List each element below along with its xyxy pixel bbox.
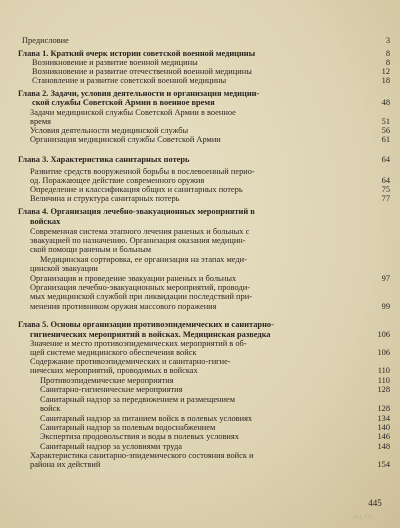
toc-entry-page: 8	[385, 58, 390, 67]
toc-entry-title: ской помощи раненым и больным	[30, 245, 152, 254]
toc-entry-title: Организация медицинской службы Советской Армии	[30, 135, 221, 144]
toc-entry-title: Глава 1. Краткий очерк истории советской военной медицины	[18, 49, 256, 58]
toc-entry	[0, 404, 400, 414]
toc-entry-title: Глава 5. Основы организации противоэпидемических и санитарно-	[18, 320, 274, 329]
toc-entry-title: Санитарный надзор за передвижением и размещением	[40, 395, 236, 404]
toc-entry-page: 148	[377, 442, 390, 451]
toc-entry-title: щей системе медицинского обеспечения войск	[30, 348, 197, 357]
toc-entry-title: менения противником оружия массового поражения	[30, 302, 217, 311]
toc-entry-page: 110	[377, 376, 390, 385]
toc-entry-title: района их действий	[30, 460, 101, 469]
toc-entry-title: Глава 2. Задачи, условия деятельности и организация медицин-	[18, 89, 260, 98]
toc-entry	[0, 302, 400, 312]
toc-entry-title: од. Поражающее действие современного оружия	[30, 176, 205, 185]
toc-entry-page: 99	[381, 302, 390, 311]
watermark: au.ru	[352, 512, 373, 521]
toc-entry-title: гигиенических мероприятий в войсках. Медицинская разведка	[30, 330, 271, 339]
toc-entry-title: Организация лечебно-эвакуационных мероприятий, проводи-	[30, 283, 250, 292]
toc-entry	[0, 320, 400, 330]
toc-entry-title: цинской эвакуации	[30, 264, 98, 273]
toc-entry-title: Современная система этапного лечения раненых и больных с	[30, 227, 250, 236]
toc-entry-page: 146	[377, 432, 390, 441]
toc-entry-title: ской службы Советской Армии в военное время	[32, 98, 215, 107]
toc-entry	[0, 217, 400, 227]
toc-entry-page: 64	[381, 176, 390, 185]
toc-entry-title: мых медицинской службой при ликвидации последствий при-	[30, 292, 253, 301]
toc-entry-title: Санитарный надзор за полевым водоснабжением	[40, 423, 216, 432]
toc-entry-title: эвакуацией по назначению. Организация оказания медицин-	[30, 236, 246, 245]
toc-entry-page: 51	[381, 117, 390, 126]
toc-entry	[0, 207, 400, 217]
toc-entry	[0, 292, 400, 302]
toc-entry-title: Санитарный надзор за питанием войск в полевых условиях	[40, 414, 253, 423]
toc-entry-title: Значение и место противоэпидемических мероприятий в об-	[30, 339, 247, 348]
toc-entry-page: 75	[381, 185, 390, 194]
toc-entry-page: 97	[381, 274, 390, 283]
toc-entry-title: Предисловие	[22, 36, 69, 45]
page-number: 445	[368, 498, 382, 508]
toc-entry-page: 3	[385, 36, 390, 45]
toc-entry-title: Экспертиза продовольствия и воды в полевых условиях	[40, 432, 239, 441]
toc-entry	[0, 98, 400, 108]
toc-entry-title: Санитарно-гигиенические мероприятия	[40, 385, 183, 394]
toc-entry-page: 140	[377, 423, 390, 432]
toc-entry	[0, 264, 400, 274]
toc-entry-title: Определение и классификация общих и санитарных потерь	[30, 185, 243, 194]
toc-entry	[0, 135, 400, 145]
toc-entry	[0, 460, 400, 470]
toc-entry	[0, 245, 400, 255]
toc-entry	[0, 76, 400, 86]
toc-entry-page: 106	[377, 330, 390, 339]
toc-entry	[0, 194, 400, 204]
toc-entry-page: 128	[377, 404, 390, 413]
toc-entry-page: 61	[381, 135, 390, 144]
toc-entry-title: Содержание противоэпидемических и санитарно-гигие-	[30, 357, 231, 366]
toc-entry-page: 48	[381, 98, 390, 107]
toc-entry-title: Возникновение и развитие отечественной военной медицины	[32, 67, 252, 76]
toc-entry-title: Возникновение и развитие военной медицины	[32, 58, 198, 67]
toc-entry	[0, 155, 400, 165]
toc-entry-title: Санитарный надзор за условиями труда	[40, 442, 182, 451]
toc-entry-title: Развитие средств вооруженной борьбы в послевоенный перио-	[30, 167, 255, 176]
toc-entry-page: 64	[381, 155, 390, 164]
toc-entry-title: войск	[40, 404, 61, 413]
toc-entry-title: Становление и развитие советской военной медицины	[32, 76, 227, 85]
toc-entry-title: Величина и структура санитарных потерь	[30, 194, 180, 203]
toc-entry-title: время	[30, 117, 52, 126]
toc-entry-page: 18	[381, 76, 390, 85]
toc-entry-title: Противоэпидемические мероприятия	[40, 376, 174, 385]
toc-entry	[0, 36, 400, 46]
toc-entry-page: 154	[377, 460, 390, 469]
toc-entry-page: 12	[381, 67, 390, 76]
toc-entry-title: войсках	[30, 217, 61, 226]
toc-entry-page: 110	[377, 366, 390, 375]
toc-entry-page: 56	[381, 126, 390, 135]
toc-entry-title: Условия деятельности медицинской службы	[30, 126, 189, 135]
toc-entry-title: Медицинская сортировка, ее организация на этапах меди-	[40, 255, 247, 264]
toc-entry-title: Задачи медицинской службы Советской Армии в военное	[30, 108, 236, 117]
toc-entry	[0, 366, 400, 376]
toc-entry-title: нических мероприятий, проводимых в войсках	[30, 366, 198, 375]
toc-entry-title: Организация и проведение эвакуации раненых и больных	[30, 274, 237, 283]
toc-entry-page: 128	[377, 385, 390, 394]
toc-entry-page: 77	[381, 194, 390, 203]
toc-entry	[0, 385, 400, 395]
toc-entry-title: Глава 4. Организация лечебно-эвакуационных мероприятий в	[18, 207, 255, 216]
toc-entry-title: Характеристика санитарно-эпидемического состояния войск и	[30, 451, 254, 460]
toc-entry-page: 106	[377, 348, 390, 357]
toc-entry-page: 8	[385, 49, 390, 58]
toc-entry-page: 134	[377, 414, 390, 423]
toc-entry	[0, 432, 400, 442]
toc-entry-title: Глава 3. Характеристика санитарных потерь	[18, 155, 190, 164]
